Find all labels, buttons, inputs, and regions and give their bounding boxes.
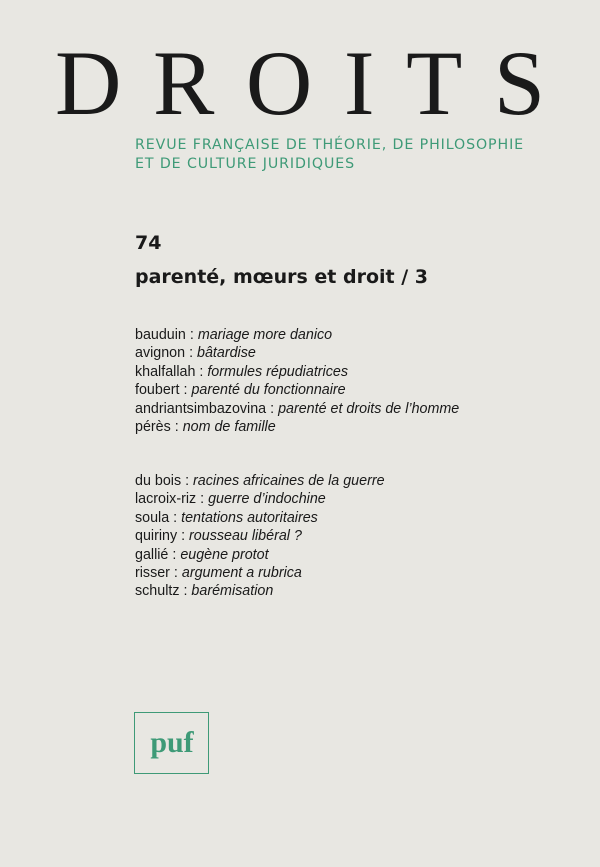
entry-author: bauduin bbox=[135, 327, 186, 343]
entry-separator: : bbox=[179, 583, 192, 600]
entry-separator: : bbox=[266, 400, 279, 417]
contents-entry bbox=[135, 527, 575, 545]
publisher-logo-text: puf bbox=[149, 725, 194, 759]
contents-entry bbox=[135, 363, 575, 381]
subtitle-line-2: ET DE CULTURE JURIDIQUES bbox=[135, 156, 356, 172]
entry-separator: : bbox=[169, 565, 182, 582]
entry-separator: : bbox=[177, 528, 190, 545]
contents-entry bbox=[135, 326, 575, 344]
entry-separator: : bbox=[181, 473, 194, 489]
entry-separator: : bbox=[185, 345, 198, 362]
entry-topic: eugène protot bbox=[180, 546, 269, 563]
entry-author: lacroix-riz bbox=[135, 491, 197, 508]
issue-number: 74 bbox=[135, 232, 162, 254]
contents-list-secondary bbox=[135, 472, 575, 601]
entry-author: du bois bbox=[135, 473, 182, 489]
entry-separator: : bbox=[185, 327, 198, 343]
entry-author: schultz bbox=[135, 583, 180, 600]
entry-topic: barémisation bbox=[191, 583, 274, 600]
entry-author: quiriny bbox=[135, 528, 178, 545]
entry-topic: parenté du fonctionnaire bbox=[191, 382, 346, 399]
entry-separator: : bbox=[195, 363, 208, 380]
subtitle-line-1: REVUE FRANÇAISE DE THÉORIE, DE PHILOSOPHIE bbox=[135, 137, 525, 153]
contents-entry bbox=[135, 582, 575, 600]
journal-subtitle bbox=[135, 136, 575, 174]
contents-entry bbox=[135, 418, 575, 436]
contents-entry bbox=[135, 400, 575, 418]
entry-separator: : bbox=[169, 509, 182, 526]
entry-topic: bâtardise bbox=[197, 345, 256, 362]
entry-topic: mariage more danico bbox=[197, 327, 333, 343]
contents-entry bbox=[135, 509, 575, 527]
entry-separator: : bbox=[196, 491, 209, 508]
issue-title: parenté, mœurs et droit / 3 bbox=[135, 266, 429, 288]
contents-entry bbox=[135, 490, 575, 508]
entry-topic: argument a rubrica bbox=[181, 565, 302, 582]
entry-author: gallié bbox=[135, 546, 169, 563]
entry-topic: parenté et droits de l’homme bbox=[278, 400, 460, 417]
entry-author: pérès bbox=[135, 419, 171, 436]
entry-topic: rousseau libéral ? bbox=[189, 528, 302, 545]
entry-author: soula bbox=[135, 509, 170, 526]
contents-entry bbox=[135, 564, 575, 582]
entry-separator: : bbox=[170, 419, 183, 436]
contents-entry bbox=[135, 344, 575, 362]
entry-separator: : bbox=[168, 546, 181, 563]
entry-author: avignon bbox=[135, 345, 186, 362]
entry-separator: : bbox=[179, 382, 192, 399]
publisher-logo bbox=[134, 712, 209, 774]
entry-author: risser bbox=[135, 565, 170, 582]
contents-entry bbox=[135, 546, 575, 564]
entry-author: andriantsimbazovina bbox=[135, 400, 267, 417]
entry-topic: guerre d’indochine bbox=[208, 491, 326, 508]
entry-topic: tentations autoritaires bbox=[181, 509, 318, 526]
entry-topic: nom de famille bbox=[182, 419, 276, 436]
puf-logo-mark bbox=[136, 714, 208, 773]
contents-entry bbox=[135, 381, 575, 399]
entry-topic: formules répudiatrices bbox=[207, 363, 348, 380]
contents-list-primary bbox=[135, 326, 575, 436]
contents-entry bbox=[135, 472, 575, 490]
journal-title: DROITS bbox=[55, 38, 545, 128]
entry-author: foubert bbox=[135, 382, 180, 399]
journal-masthead bbox=[0, 38, 600, 128]
entry-topic: racines africaines de la guerre bbox=[193, 473, 385, 489]
entry-author: khalfallah bbox=[135, 363, 196, 380]
